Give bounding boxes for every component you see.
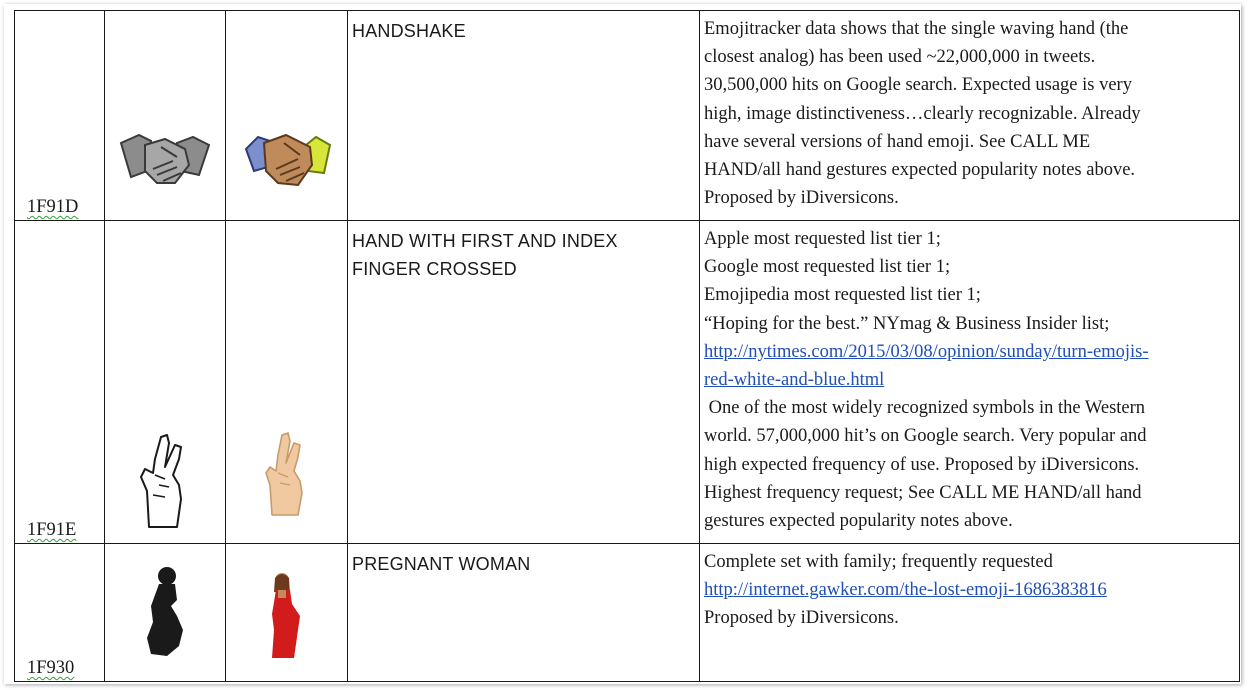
gawker-link[interactable]: http://internet.gawker.com/the-lost-emoji-1686383816 <box>704 580 1107 601</box>
description-line: Emojitracker data shows that the single waving hand (the <box>704 19 1129 39</box>
image-cell-b <box>226 11 348 221</box>
name-cell <box>348 11 700 221</box>
description-line: world. 57,000,000 hit’s on Google search. Very popular and <box>704 426 1147 447</box>
description-cell <box>700 11 1240 221</box>
code-cell <box>15 221 105 544</box>
description <box>700 544 1239 633</box>
emoji-name-line: FINGER CROSSED <box>352 259 517 279</box>
description-line: 30,500,000 hits on Google search. Expected usage is very <box>704 75 1132 96</box>
table-row <box>15 11 1240 221</box>
emoji-name: HANDSHAKE <box>352 21 466 41</box>
name-cell <box>348 221 700 544</box>
emoji-name <box>348 221 699 283</box>
table-row <box>15 221 1240 544</box>
description-line: Google most requested list tier 1; <box>704 257 951 278</box>
description-line: gestures expected popularity notes above. <box>704 511 1013 532</box>
crossed-fingers-outline-icon <box>135 429 191 529</box>
description-line: “Hoping for the best.” NYmag & Business Insider list; <box>704 313 1110 334</box>
description <box>700 221 1239 535</box>
code-cell <box>15 11 105 221</box>
table-row <box>15 544 1240 682</box>
handshake-gray-icon <box>117 121 213 193</box>
emoji-proposal-table <box>14 10 1240 682</box>
description-line: Highest frequency request; See CALL ME HAND/all hand <box>704 482 1142 503</box>
description-line: Complete set with family; frequently requested <box>704 552 1053 572</box>
code-point: 1F91D <box>27 197 79 217</box>
description-line: have several versions of hand emoji. See CALL ME <box>704 131 1091 152</box>
image-cell-b <box>226 221 348 544</box>
description-cell <box>700 544 1240 682</box>
nytimes-link[interactable]: http://nytimes.com/2015/03/08/opinion/sunday/turn-emojis- <box>704 341 1149 362</box>
nytimes-link-continued[interactable]: red-white-and-blue.html <box>704 370 885 391</box>
code-cell <box>15 544 105 682</box>
description-line: high expected frequency of use. Proposed by iDiversicons. <box>704 454 1140 475</box>
description-line: closest analog) has been used ~22,000,000 in tweets. <box>704 47 1096 68</box>
emoji-name-line: HAND WITH FIRST AND INDEX <box>352 231 618 251</box>
description-line: Proposed by iDiversicons. <box>704 188 899 209</box>
description-line: Proposed by iDiversicons. <box>704 608 899 629</box>
image-cell-a <box>105 544 226 682</box>
image-cell-a <box>105 11 226 221</box>
name-cell <box>348 544 700 682</box>
handshake-color-icon <box>240 119 336 195</box>
image-cell-a <box>105 221 226 544</box>
description-line: HAND/all hand gestures expected popularity notes above. <box>704 160 1136 181</box>
description-cell <box>700 221 1240 544</box>
pregnant-woman-color-icon <box>264 570 304 662</box>
description-line: high, image distinctiveness…clearly recognizable. Already <box>704 103 1141 124</box>
pregnant-woman-silhouette-icon <box>137 566 193 658</box>
code-point: 1F91E <box>27 520 77 540</box>
description-line: Apple most requested list tier 1; <box>704 229 941 249</box>
emoji-name: PREGNANT WOMAN <box>352 554 531 574</box>
image-cell-b <box>226 544 348 682</box>
description <box>700 11 1239 212</box>
description-line: One of the most widely recognized symbols in the Western <box>704 398 1146 419</box>
code-point: 1F930 <box>27 658 75 678</box>
description-line: Emojipedia most requested list tier 1; <box>704 285 981 306</box>
crossed-fingers-color-icon <box>262 429 306 519</box>
